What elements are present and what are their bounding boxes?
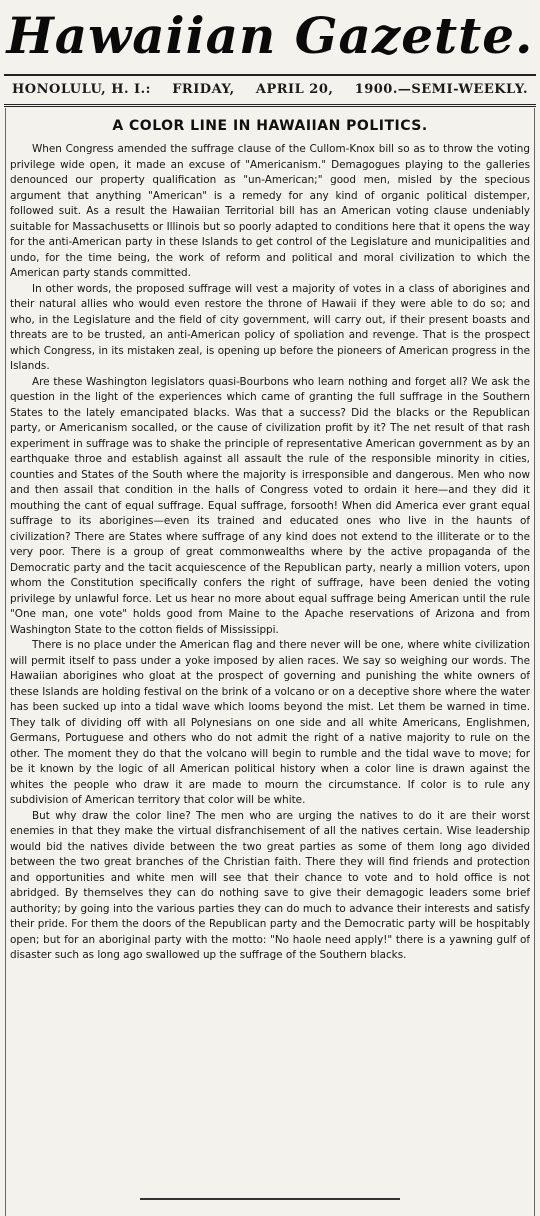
dateline-date: APRIL 20, xyxy=(255,82,334,97)
column-rule-right xyxy=(534,108,535,1216)
dateline xyxy=(0,82,540,97)
article-paragraph: There is no place under the American flag and there never will be one, where white civilization will permit itself to pass under a yoke imposed by alien races. We say so weighing our words. The Hawaiian aborigines who gloat at the prospect of governing and punishing the white owners of these Islands are holding festival on the brink of a volcano or on a deceptive shore where the water has been sucked up into a tidal wave which looms beyond the mist. Let them be warned in time. They talk of dividing off with all Polynesians on one side and all white Americans, Englishmen, Germans, Portuguese and others who do not admit the right of a native majority to rule on the other. The moment they do that the volcano will begin to rumble and the tidal wave to move; for be it known by the logic of all American political history when a color line is drawn against the whites the people who draw it are made to mourn the circumstance. If color is to rule any subdivision of American territory that color will be white. xyxy=(10,639,530,806)
editorial-article xyxy=(10,112,530,1192)
newspaper-masthead: Hawaiian Gazette. xyxy=(6,6,534,65)
dateline-day: FRIDAY, xyxy=(172,82,235,97)
dateline-rule xyxy=(4,104,536,107)
article-headline: A COLOR LINE IN HAWAIIAN POLITICS. xyxy=(112,118,428,134)
article-paragraph: But why draw the color line? The men who are urging the natives to do it are their worst enemies in that they make the virtual disfranchisement of all the natives certain. Wise leadership would bid the natives divide between the two great parties as some of them long ago divided between the two great branches of the Christian faith. There they will find friends and protection and opportunities and white men will see that their chance to vote and to hold office is not abridged. By themselves they can do nothing save to give their demagogic leaders some brief authority; by going into the various parties they can do much to advance their interests and satisfy their pride. For them the doors of the Republican party and the Democratic party will be hospitably open; but for an aboriginal party with the motto: "No haole need apply!" there is a yawning gulf of disaster such as long ago swallowed up the suffrage of the Southern blacks. xyxy=(10,809,530,961)
dateline-place: HONOLULU, H. I.: xyxy=(12,82,151,97)
column-rule-left xyxy=(5,108,6,1216)
article-paragraph: When Congress amended the suffrage clause of the Cullom-Knox bill so as to throw the voting privilege wide open, it made an excuse of "Americanism." Demagogues playing to the galleries denounced our property qualification as "un-American;" good men, misled by the specious argument that anything "American" is a remedy for any kind of organic political distemper, followed suit. As a result the Hawaiian Territorial bill has an American voting clause undeniably suitable for Massachusetts or Illinois but so poorly adapted to conditions here that it opens the way for the anti-American party in these Islands to get control of the Legislature and municipalities and undo, for the time being, the work of reform and political and moral civilization to which the American party stands committed. xyxy=(10,143,530,279)
article-paragraph: Are these Washington legislators quasi-Bourbons who learn nothing and forget all? We ask the question in the light of the experiences which came of granting the full suffrage in the Southern States to the lately emancipated blacks. Was that a success? Did the blacks or the Republican party, or Americanism socalled, or the cause of civilization profit by it? The net result of that rash experiment in suffrage was to shake the principle of representative American government as by an earthquake throe and establish against all assault the rule of the responsible minority in cities, counties and States of the South where the majority is irresponsible and dangerous. Men who now and then assail that condition in the halls of Congress voted to ordain it here—and they did it mouthing the cant of equal suffrage. Equal suffrage, forsooth! When did America ever grant equal suffrage to its aborigines—even its trained and educated ones who live in the haunts of civilization? There are States where suffrage of any kind does not extend to the illiterate or to the very poor. There is a group of great commonwealths where by the active propaganda of the Democratic party and the tacit acquiescence of the Republican party, nearly a million voters, upon whom the Constitution specifically confers the right of suffrage, have been denied the voting privilege by unlawful force. Let us hear no more about equal suffrage being American until the rule "One man, one vote" holds good from Maine to the Apache reservations of Arizona and from Washington State to the cotton fields of Mississippi. xyxy=(10,375,530,636)
masthead-rule xyxy=(4,74,536,76)
article-end-rule xyxy=(140,1198,400,1200)
article-paragraph: In other words, the proposed suffrage will vest a majority of votes in a class of aborigines and their natural allies who would even restore the throne of Hawaii if they were able to do so; and who, in the Legislature and the field of city government, will carry out, if their present boasts and threats are to be trusted, an anti-American policy of spoliation and revenge. That is the prospect which Congress, in its mistaken zeal, is opening up before the pioneers of American progress in the Islands. xyxy=(10,282,530,372)
dateline-year-edition: 1900.—SEMI-WEEKLY. xyxy=(354,82,528,97)
